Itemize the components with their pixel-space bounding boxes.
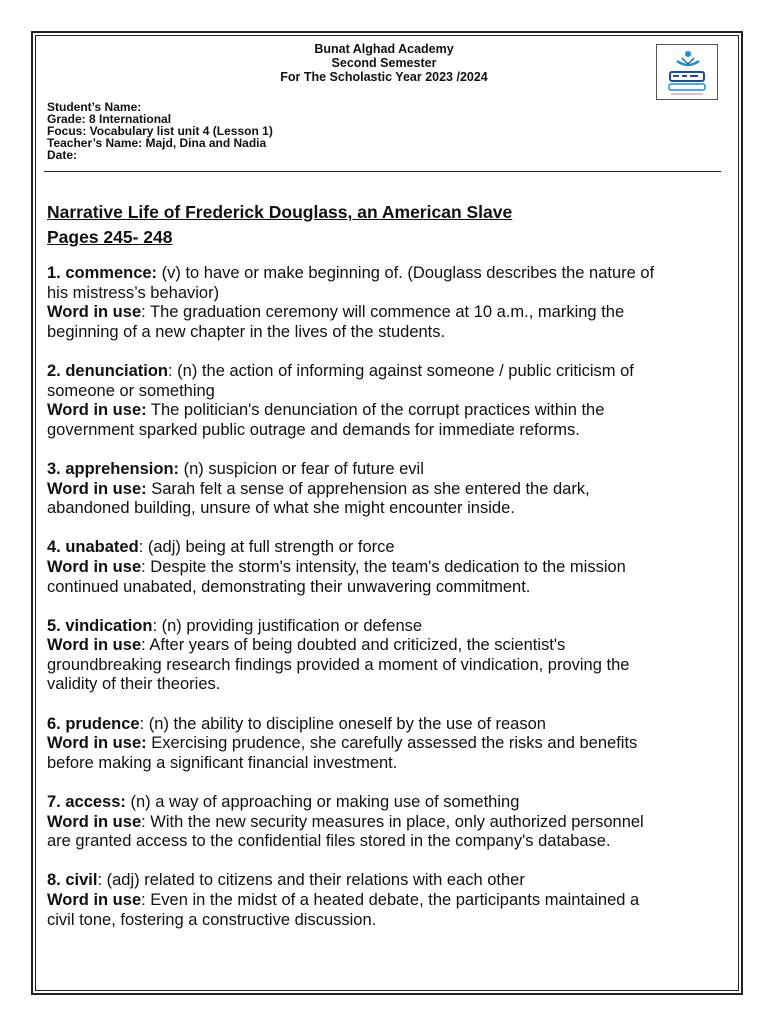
vocabulary-word: 3. apprehension: [47,459,180,478]
word-in-use-line [47,480,727,500]
vocabulary-entry [47,362,727,440]
example-sentence-continued: continued unabated, demonstrating their unwavering commitment. [47,577,531,596]
example-sentence-continued: validity of their theories. [47,675,221,694]
definition-line [47,793,727,813]
word-in-use-label: Word in use: [47,479,147,498]
definition-text: : (adj) related to citizens and their relations with each other [97,871,525,890]
lesson-title [47,200,512,250]
word-in-use-label: Word in use [47,303,142,322]
word-in-use-label: Word in use [47,557,142,576]
word-in-use-label: Word in use [47,891,142,909]
definition-line [47,617,727,637]
word-in-use-line [47,813,727,833]
vocabulary-entry [47,460,727,519]
example-sentence: : After years of being doubted and criticized, the scientist's [141,636,566,655]
definition-text: : (n) providing justification or defense [152,616,423,635]
vocabulary-word: 4. unabated [47,538,139,557]
vocabulary-list [47,264,727,950]
definition-line [47,362,727,382]
definition-text: someone or something [47,381,215,400]
definition-line [47,382,727,402]
scholastic-year: For The Scholastic Year 2023 /2024 [280,70,488,84]
word-in-use-line [47,303,727,323]
example-sentence: : Despite the storm's intensity, the team's dedication to the mission [141,557,626,576]
definition-line [47,871,727,891]
definition-text: : (adj) being at full strength or force [138,538,395,557]
student-name-label: Student’s Name: [47,100,142,114]
definition-line [47,264,727,284]
definition-text: his mistress’s behavior) [47,283,220,302]
definition-line [47,538,727,558]
vocabulary-word: 8. civil [47,871,98,890]
word-in-use-line [47,891,727,911]
example-sentence: : With the new security measures in place, only authorized personnel [141,812,644,831]
document-header [0,42,768,84]
word-in-use-label: Word in use: [47,734,147,753]
vocabulary-entry [47,538,727,597]
vocabulary-word: 7. access: [47,793,126,812]
word-in-use-line [47,558,727,578]
vocabulary-entry [47,264,727,342]
vocabulary-word: 2. denunciation [47,361,169,380]
semester: Second Semester [331,56,437,70]
vocabulary-entry [47,871,727,930]
definition-line [47,460,727,480]
student-info [47,101,273,161]
definition-text: (v) to have or make beginning of. (Douglass describes the nature of [157,264,655,282]
example-sentence: Sarah felt a sense of apprehension as she entered the dark, [146,479,590,498]
definition-text: : (n) the ability to discipline oneself by the use of reason [139,714,546,733]
school-name: Bunat Alghad Academy [314,42,454,56]
example-sentence-continued: beginning of a new chapter in the lives of the students. [47,322,446,341]
example-sentence: : The graduation ceremony will commence at 10 a.m., marking the [141,303,625,322]
example-sentence-continued: civil tone, fostering a constructive discussion. [47,910,377,929]
header-divider [44,171,721,172]
example-sentence: : Even in the midst of a heated debate, the participants maintained a [141,891,640,909]
definition-text: : (n) the action of informing against someone / public criticism of [168,361,634,380]
definition-text: (n) a way of approaching or making use of something [125,793,520,812]
word-in-use-label: Word in use [47,812,142,831]
word-in-use-line [47,734,727,754]
word-in-use-line [47,636,727,656]
definition-line [47,284,727,304]
page-range: Pages 245- 248 [47,227,173,247]
example-sentence-continued: abandoned building, unsure of what she might encounter inside. [47,499,515,518]
vocabulary-word: 1. commence: [47,264,158,282]
example-sentence: Exercising prudence, she carefully assessed the risks and benefits [146,734,638,753]
definition-line [47,715,727,735]
example-sentence-continued: before making a significant financial investment. [47,753,398,772]
example-sentence: The politician's denunciation of the corrupt practices within the [146,401,605,420]
vocabulary-entry [47,617,727,695]
vocabulary-entry [47,793,727,852]
date-label: Date: [47,148,78,162]
example-sentence-continued: government sparked public outrage and demands for immediate reforms. [47,420,580,439]
definition-text: (n) suspicion or fear of future evil [179,459,424,478]
word-in-use-line [47,401,727,421]
word-in-use-label: Word in use: [47,401,147,420]
example-sentence-continued: groundbreaking research findings provided a moment of vindication, proving the [47,655,630,674]
vocabulary-word: 6. prudence [47,714,140,733]
school-logo-icon [656,44,718,100]
teacher-name-label: Teacher’s Name: Majd, Dina and Nadia [47,136,267,150]
vocabulary-word: 5. vindication [47,616,153,635]
word-in-use-label: Word in use [47,636,142,655]
grade-label: Grade: 8 International [47,112,172,126]
focus-label: Focus: Vocabulary list unit 4 (Lesson 1) [47,124,273,138]
vocabulary-entry [47,715,727,774]
example-sentence-continued: are granted access to the confidential files stored in the company's database. [47,832,611,851]
book-title: Narrative Life of Frederick Douglass, an American Slave [47,202,513,222]
